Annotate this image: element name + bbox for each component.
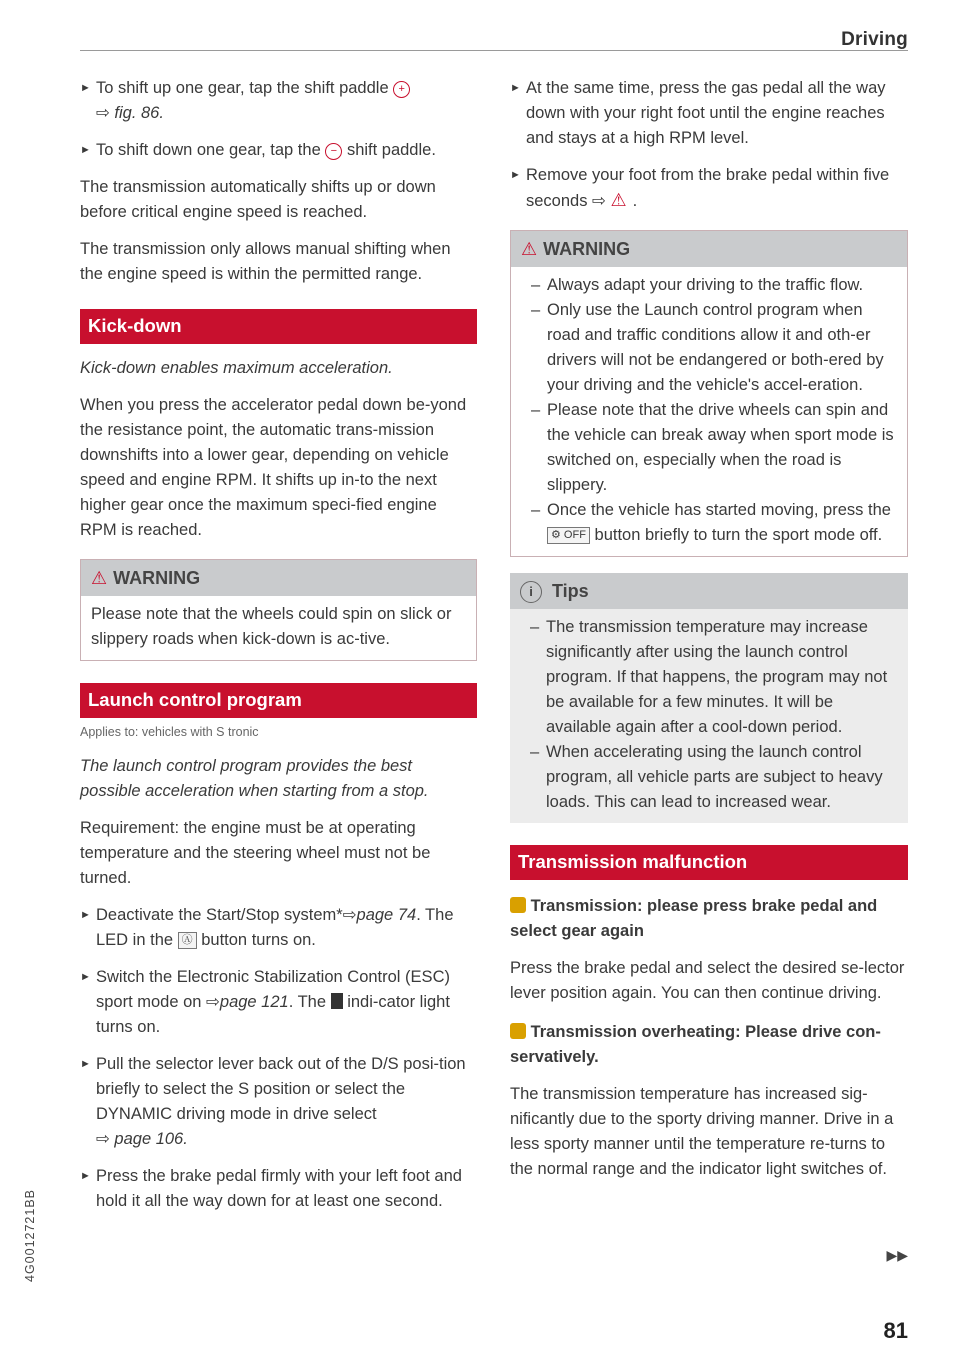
- right-column: [510, 76, 908, 1194]
- warning-header: ⚠ WARNING: [81, 560, 476, 596]
- fig-reference: ⇨ fig. 86.: [96, 104, 164, 122]
- message-brake-select-gear: Transmission: please press brake pedal and select gear again: [510, 897, 878, 940]
- text-overheating: The transmission temperature has increased sig-nificantly due to the sporty driving manner. Drive in a less sporty manner until the temperature re-turns to the normal range and the indicator light switches of.: [510, 1085, 894, 1178]
- heading-kick-down: Kick-down: [80, 309, 477, 344]
- plus-icon: +: [393, 81, 410, 98]
- transmission-warning-icon: [510, 897, 526, 913]
- bullet-shift-up: ► To shift up one gear, tap the shift paddle + ⇨ fig. 86.: [80, 76, 477, 126]
- bullet-remove-foot: ► Remove your foot from the brake pedal within five seconds ⇨ ⚠ .: [510, 163, 908, 214]
- header-rule: [80, 50, 908, 51]
- bullet-shift-down: ► To shift down one gear, tap the − shift paddle.: [80, 138, 477, 163]
- document-code: 4G0012721BB: [23, 1188, 37, 1282]
- bullet-gas-pedal: ► At the same time, press the gas pedal all the way down with your right foot until the engine reaches and stays at a high RPM level.: [510, 76, 908, 151]
- warning-triangle-icon: ⚠: [610, 190, 627, 210]
- heading-transmission-malfunction: Transmission malfunction: [510, 845, 908, 880]
- applies-to: Applies to: vehicles with S tronic: [80, 725, 259, 739]
- start-stop-button-icon: Ⓐ: [178, 932, 197, 949]
- esc-off-button-icon: ⚙ OFF: [547, 527, 590, 544]
- warning-item: – Once the vehicle has started moving, press the ⚙ OFF button briefly to turn the sport mode off.: [521, 498, 897, 548]
- paragraph-manual-shift: The transmission only allows manual shifting when the engine speed is within the permitted range.: [80, 240, 451, 283]
- section-title: Driving: [841, 29, 908, 50]
- kickdown-body: When you press the accelerator pedal down be-yond the resistance point, the automatic trans-mission downshifts into a lower gear, depending on vehicle speed and engine RPM. It shifts up in-to the next higher gear once the maximum speci-fied engine RPM is reached.: [80, 396, 467, 539]
- warning-text: Please note that the wheels could spin on slick or slippery roads when kick-down is ac-tive.: [91, 605, 452, 648]
- warning-box-kickdown: [80, 559, 477, 661]
- esc-indicator-icon: [331, 993, 343, 1009]
- message-overheating: Transmission overheating: Please drive con-servatively.: [510, 1023, 881, 1066]
- warning-header: ⚠ WARNING: [511, 231, 907, 267]
- tip-item: – The transmission temperature may increase significantly after using the launch control program. If that happens, the program may not be available for a few minutes. It will be available again after a cool-down period.: [520, 615, 898, 740]
- bullet-selector-lever: ► Pull the selector lever back out of the D/S posi-tion briefly to select the S position or select the DYNAMIC driving mode in drive select ⇨ page 106.: [80, 1052, 477, 1152]
- paragraph-auto-shift: The transmission automatically shifts up or down before critical engine speed is reached.: [80, 178, 436, 221]
- warning-triangle-icon: ⚠: [91, 568, 108, 588]
- warning-triangle-icon: ⚠: [521, 239, 538, 259]
- kickdown-intro: Kick-down enables maximum acceleration.: [80, 359, 393, 377]
- tips-header: i Tips: [510, 573, 908, 609]
- left-column: [80, 76, 477, 1214]
- heading-launch-control: Launch control program: [80, 683, 477, 718]
- transmission-warning-icon: [510, 1023, 526, 1039]
- warning-box-launch: [510, 230, 908, 557]
- warning-item: – Always adapt your driving to the traffic flow.: [521, 273, 897, 298]
- continue-arrow-icon: ▶▶: [886, 1247, 908, 1263]
- bullet-esc-sport: ► Switch the Electronic Stabilization Control (ESC) sport mode on ⇨page 121. The indi-cator light turns on.: [80, 965, 477, 1040]
- bullet-start-stop: ► Deactivate the Start/Stop system*⇨page 74. The LED in the Ⓐ button turns on.: [80, 903, 477, 953]
- warning-item: – Only use the Launch control program when road and traffic conditions allow it and oth-er drivers will not be endangered or both-ered by your driving and the vehicle's accel-eration.: [521, 298, 897, 398]
- text-brake-select-gear: Press the brake pedal and select the desired se-lector lever position again. You can then continue driving.: [510, 959, 905, 1002]
- minus-icon: −: [325, 143, 342, 160]
- launch-requirement: Requirement: the engine must be at operating temperature and the steering wheel must not be turned.: [80, 819, 431, 887]
- bullet-brake-pedal: ► Press the brake pedal firmly with your left foot and hold it all the way down for at least one second.: [80, 1164, 477, 1214]
- info-icon: i: [520, 581, 542, 603]
- tips-box: [510, 573, 908, 823]
- tip-item: – When accelerating using the launch control program, all vehicle parts are subject to heavy loads. This can lead to increased wear.: [520, 740, 898, 815]
- warning-item: – Please note that the drive wheels can spin and the vehicle can break away when sport mode is switched on, especially when the road is slippery.: [521, 398, 897, 498]
- launch-intro: The launch control program provides the best possible acceleration when starting from a stop.: [80, 757, 429, 800]
- page-number: 81: [883, 1318, 908, 1343]
